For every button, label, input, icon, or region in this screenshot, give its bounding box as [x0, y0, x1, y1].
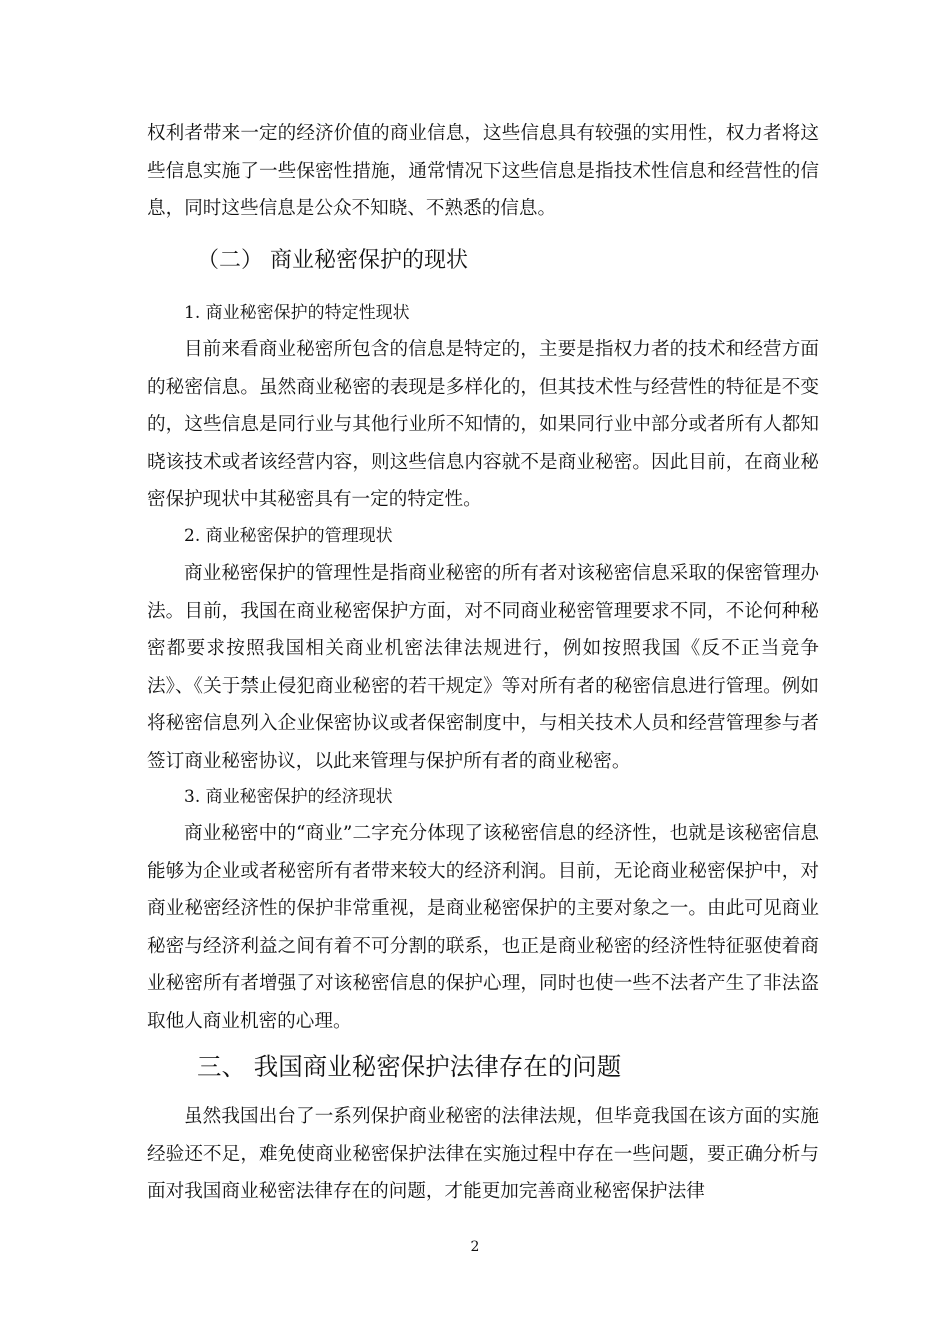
section-heading-2: （二） 商业秘密保护的现状 [197, 248, 468, 273]
subsection-title-1: 1. 商业秘密保护的特定性现状 [184, 303, 410, 323]
paragraph-problems: 虽然我国出台了一系列保护商业秘密的法律法规，但毕竟我国在该方面的实施经验还不足，难免使商业秘密保护法律在实施过程中存在一些问题，要正确分析与面对我国商业秘密法律存在的问题，才能更加完善商业秘密保护法律 [147, 1106, 819, 1202]
chapter-heading-3: 三、 我国商业秘密保护法律存在的问题 [197, 1052, 622, 1081]
paragraph-specificity: 目前来看商业秘密所包含的信息是特定的，主要是指权力者的技术和经营方面的秘密信息。虽然商业秘密的表现是多样化的，但其技术性与经营性的特征是不变的，这些信息是同行业与其他行业所不知情的，如果同行业中部分或者所有人都知晓该技术或者该经营内容，则这些信息内容就不是商业秘密。因此目前，在商业秘密保护现状中其秘密具有一定的特定性。 [147, 339, 819, 510]
paragraph-economic: 商业秘密中的“商业”二字充分体现了该秘密信息的经济性，也就是该秘密信息能够为企业或者秘密所有者带来较大的经济利润。目前，无论商业秘密保护中，对商业秘密经济性的保护非常重视，是商业秘密保护的主要对象之一。由此可见商业秘密与经济利益之间有着不可分割的联系，也正是商业秘密的经济性特征驱使着商业秘密所有者增强了对该秘密信息的保护心理，同时也使一些不法者产生了非法盗取他人商业机密的心理。 [147, 823, 819, 1032]
subsection-title-2: 2. 商业秘密保护的管理现状 [184, 526, 393, 546]
paragraph-continuation: 权利者带来一定的经济价值的商业信息，这些信息具有较强的实用性，权力者将这些信息实施了一些保密性措施，通常情况下这些信息是指技术性信息和经营性的信息，同时这些信息是公众不知晓、不熟悉的信息。 [147, 123, 819, 219]
paragraph-management: 商业秘密保护的管理性是指商业秘密的所有者对该秘密信息采取的保密管理办法。目前，我国在商业秘密保护方面，对不同商业秘密管理要求不同，不论何种秘密都要求按照我国相关商业机密法律法规进行，例如按照我国《反不正当竞争法》、《关于禁止侵犯商业秘密的若干规定》等对所有者的秘密信息进行管理。例如将秘密信息列入企业保密协议或者保密制度中，与相关技术人员和经营管理参与者签订商业秘密协议，以此来管理与保护所有者的商业秘密。 [147, 563, 819, 772]
page-number: 2 [470, 1239, 480, 1255]
subsection-title-3: 3. 商业秘密保护的经济现状 [184, 787, 393, 807]
